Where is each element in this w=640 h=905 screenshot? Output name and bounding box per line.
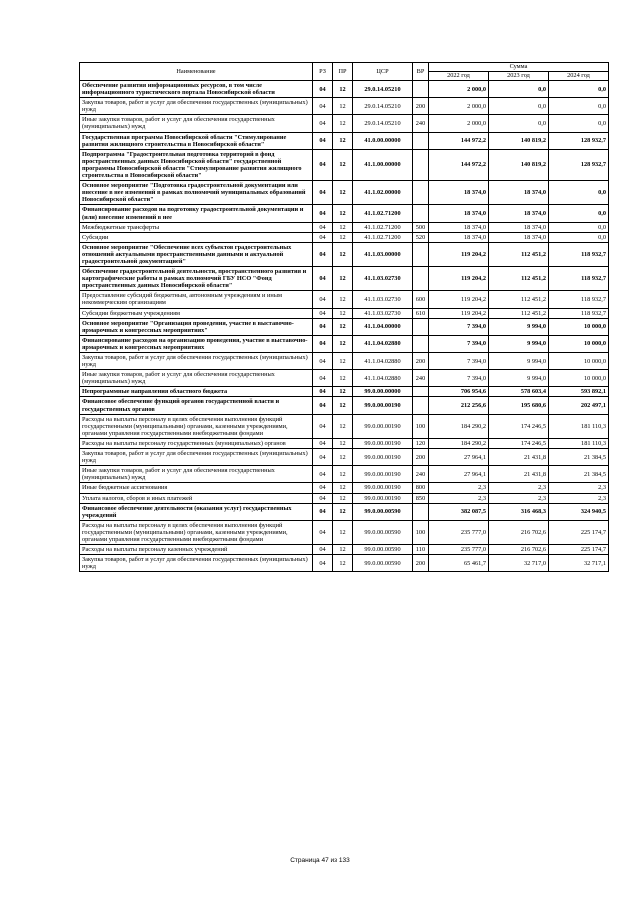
row-rz: 04 xyxy=(313,545,333,555)
row-sum-2023: 18 374,0 xyxy=(489,205,549,222)
row-pr: 12 xyxy=(333,397,353,414)
row-sum-2022: 119 204,2 xyxy=(429,242,489,266)
row-pr: 12 xyxy=(333,81,353,98)
row-pr: 12 xyxy=(333,438,353,448)
row-rz: 04 xyxy=(313,308,333,318)
table-row xyxy=(80,222,609,232)
table-row xyxy=(80,466,609,483)
table-row xyxy=(80,232,609,242)
row-sum-2022: 706 954,6 xyxy=(429,387,489,397)
budget-table-sheet xyxy=(79,62,608,572)
row-sum-2022: 119 204,2 xyxy=(429,291,489,308)
row-name: Расходы на выплаты персоналу государственных (муниципальных) органов xyxy=(80,438,313,448)
row-pr: 12 xyxy=(333,387,353,397)
row-rz: 04 xyxy=(313,181,333,205)
row-pr: 12 xyxy=(333,370,353,387)
row-csr: 99.0.00.00190 xyxy=(353,414,413,438)
header-rz: РЗ xyxy=(313,63,333,81)
row-pr: 12 xyxy=(333,493,353,503)
row-pr: 12 xyxy=(333,414,353,438)
table-row xyxy=(80,149,609,180)
row-csr: 99.0.00.00190 xyxy=(353,397,413,414)
row-sum-2023: 21 431,8 xyxy=(489,466,549,483)
row-pr: 12 xyxy=(333,318,353,335)
row-csr: 41.1.00.00000 xyxy=(353,149,413,180)
row-vr xyxy=(413,242,429,266)
row-sum-2024: 0,0 xyxy=(549,115,609,132)
row-sum-2023: 21 431,8 xyxy=(489,449,549,466)
row-sum-2023: 2,3 xyxy=(489,493,549,503)
row-csr: 41.1.02.00000 xyxy=(353,181,413,205)
row-vr xyxy=(413,318,429,335)
row-rz: 04 xyxy=(313,205,333,222)
row-rz: 04 xyxy=(313,449,333,466)
row-sum-2024: 181 110,3 xyxy=(549,438,609,448)
row-csr: 99.0.00.00590 xyxy=(353,503,413,520)
row-sum-2024: 118 932,7 xyxy=(549,267,609,291)
row-csr: 41.1.03.02730 xyxy=(353,308,413,318)
row-name: Уплата налогов, сборов и иных платежей xyxy=(80,493,313,503)
table-row xyxy=(80,242,609,266)
row-rz: 04 xyxy=(313,370,333,387)
row-name: Закупка товаров, работ и услуг для обеспечения государственных (муниципальных) нужд xyxy=(80,98,313,115)
row-name: Иные закупки товаров, работ и услуг для обеспечения государственных (муниципальных) нужд xyxy=(80,115,313,132)
row-vr: 200 xyxy=(413,98,429,115)
table-row xyxy=(80,493,609,503)
row-sum-2024: 10 000,0 xyxy=(549,335,609,352)
row-sum-2023: 140 819,2 xyxy=(489,149,549,180)
row-rz: 04 xyxy=(313,149,333,180)
row-pr: 12 xyxy=(333,555,353,572)
row-sum-2022: 7 394,0 xyxy=(429,370,489,387)
row-rz: 04 xyxy=(313,267,333,291)
table-row xyxy=(80,81,609,98)
header-sum: Сумма xyxy=(429,63,609,72)
row-sum-2022: 27 964,1 xyxy=(429,449,489,466)
row-sum-2023: 0,0 xyxy=(489,115,549,132)
row-sum-2024: 181 110,3 xyxy=(549,414,609,438)
row-sum-2022: 2,3 xyxy=(429,483,489,493)
row-csr: 99.0.00.00190 xyxy=(353,493,413,503)
row-vr: 610 xyxy=(413,308,429,318)
table-row xyxy=(80,449,609,466)
row-name: Субсидии бюджетным учреждениям xyxy=(80,308,313,318)
table-row xyxy=(80,555,609,572)
row-name: Финансовое обеспечение деятельности (оказания услуг) государственных учреждений xyxy=(80,503,313,520)
row-vr: 120 xyxy=(413,438,429,448)
row-csr: 41.1.02.71200 xyxy=(353,232,413,242)
row-name: Обеспечение градостроительной деятельности, пространственного развития и картографические работы в рамках полномочий ГБУ НСО "Фонд пространственных данных Новосибирской области" xyxy=(80,267,313,291)
row-vr: 520 xyxy=(413,232,429,242)
row-pr: 12 xyxy=(333,115,353,132)
table-row xyxy=(80,115,609,132)
row-sum-2022: 18 374,0 xyxy=(429,181,489,205)
row-csr: 41.1.04.02880 xyxy=(353,370,413,387)
row-sum-2022: 184 290,2 xyxy=(429,438,489,448)
row-sum-2023: 195 680,6 xyxy=(489,397,549,414)
row-vr: 100 xyxy=(413,414,429,438)
row-rz: 04 xyxy=(313,438,333,448)
row-name: Закупка товаров, работ и услуг для обеспечения государственных (муниципальных) нужд xyxy=(80,555,313,572)
row-csr: 41.1.03.02730 xyxy=(353,291,413,308)
row-rz: 04 xyxy=(313,414,333,438)
row-name: Иные бюджетные ассигнования xyxy=(80,483,313,493)
header-pr: ПР xyxy=(333,63,353,81)
row-sum-2022: 2 000,0 xyxy=(429,98,489,115)
row-sum-2023: 578 603,4 xyxy=(489,387,549,397)
row-pr: 12 xyxy=(333,449,353,466)
row-vr xyxy=(413,205,429,222)
row-name: Финансовое обеспечение функций органов государственной власти и государственных органов xyxy=(80,397,313,414)
row-vr: 200 xyxy=(413,555,429,572)
row-sum-2023: 9 994,0 xyxy=(489,370,549,387)
row-csr: 99.0.00.00000 xyxy=(353,387,413,397)
row-sum-2022: 235 777,0 xyxy=(429,545,489,555)
row-vr xyxy=(413,335,429,352)
row-sum-2022: 119 204,2 xyxy=(429,267,489,291)
row-rz: 04 xyxy=(313,503,333,520)
row-sum-2022: 27 964,1 xyxy=(429,466,489,483)
row-csr: 99.0.00.00190 xyxy=(353,449,413,466)
row-sum-2024: 118 932,7 xyxy=(549,291,609,308)
row-vr: 500 xyxy=(413,222,429,232)
row-pr: 12 xyxy=(333,232,353,242)
row-name: Иные закупки товаров, работ и услуг для обеспечения государственных (муниципальных) нужд xyxy=(80,370,313,387)
row-name: Основное мероприятие "Организация проведения, участие в выставочно-ярмарочных и конгрессных мероприятиях" xyxy=(80,318,313,335)
row-sum-2024: 128 932,7 xyxy=(549,132,609,149)
row-vr xyxy=(413,181,429,205)
row-sum-2022: 18 374,0 xyxy=(429,205,489,222)
row-rz: 04 xyxy=(313,353,333,370)
row-rz: 04 xyxy=(313,115,333,132)
row-sum-2022: 2 000,0 xyxy=(429,81,489,98)
row-sum-2022: 7 394,0 xyxy=(429,353,489,370)
header-year-2022: 2022 год xyxy=(429,72,489,81)
row-pr: 12 xyxy=(333,132,353,149)
row-csr: 99.0.00.00190 xyxy=(353,438,413,448)
row-csr: 41.1.03.00000 xyxy=(353,242,413,266)
row-csr: 99.0.00.00590 xyxy=(353,555,413,572)
row-rz: 04 xyxy=(313,387,333,397)
row-sum-2023: 18 374,0 xyxy=(489,181,549,205)
row-sum-2023: 9 994,0 xyxy=(489,318,549,335)
row-sum-2024: 10 000,0 xyxy=(549,370,609,387)
row-rz: 04 xyxy=(313,222,333,232)
row-name: Расходы на выплаты персоналу в целях обеспечения выполнения функций государственными (муниципальными) органами, казенными учреждениями, органами управления государственными внебюджетными фондами xyxy=(80,520,313,544)
row-csr: 41.1.04.02880 xyxy=(353,353,413,370)
row-pr: 12 xyxy=(333,503,353,520)
table-row xyxy=(80,335,609,352)
row-rz: 04 xyxy=(313,132,333,149)
row-name: Расходы на выплаты персоналу в целях обеспечения выполнения функций государственными (муниципальными) органами, казенными учреждениями, органами управления государственными внебюджетными фондами xyxy=(80,414,313,438)
budget-table xyxy=(79,62,609,572)
header-year-2023: 2023 год xyxy=(489,72,549,81)
row-sum-2022: 18 374,0 xyxy=(429,222,489,232)
row-csr: 29.0.14.05210 xyxy=(353,115,413,132)
header-vr: ВР xyxy=(413,63,429,81)
row-sum-2023: 316 468,3 xyxy=(489,503,549,520)
row-sum-2022: 382 087,5 xyxy=(429,503,489,520)
row-sum-2022: 212 256,6 xyxy=(429,397,489,414)
row-sum-2023: 9 994,0 xyxy=(489,335,549,352)
table-row xyxy=(80,132,609,149)
row-name: Непрограммные направления областного бюджета xyxy=(80,387,313,397)
row-sum-2023: 18 374,0 xyxy=(489,232,549,242)
row-name: Основное мероприятие "Подготовка градостроительной документации или внесение в нее изменений в рамках полномочий муниципальных образований Новосибирской области" xyxy=(80,181,313,205)
row-pr: 12 xyxy=(333,181,353,205)
row-name: Предоставление субсидий бюджетным, автономным учреждениям и иным некоммерческим организациям xyxy=(80,291,313,308)
row-sum-2023: 112 451,2 xyxy=(489,267,549,291)
row-sum-2022: 144 972,2 xyxy=(429,132,489,149)
row-sum-2024: 2,3 xyxy=(549,483,609,493)
row-csr: 99.0.00.00190 xyxy=(353,483,413,493)
table-row xyxy=(80,503,609,520)
row-name: Иные закупки товаров, работ и услуг для обеспечения государственных (муниципальных) нужд xyxy=(80,466,313,483)
row-pr: 12 xyxy=(333,353,353,370)
row-sum-2023: 9 994,0 xyxy=(489,353,549,370)
row-sum-2024: 0,0 xyxy=(549,98,609,115)
table-row xyxy=(80,387,609,397)
row-rz: 04 xyxy=(313,397,333,414)
row-sum-2022: 184 290,2 xyxy=(429,414,489,438)
table-row xyxy=(80,267,609,291)
row-pr: 12 xyxy=(333,291,353,308)
table-row xyxy=(80,353,609,370)
row-csr: 41.1.04.02880 xyxy=(353,335,413,352)
table-row xyxy=(80,438,609,448)
row-pr: 12 xyxy=(333,545,353,555)
table-row xyxy=(80,205,609,222)
row-sum-2024: 10 000,0 xyxy=(549,353,609,370)
row-vr xyxy=(413,267,429,291)
row-pr: 12 xyxy=(333,267,353,291)
row-vr: 850 xyxy=(413,493,429,503)
row-sum-2024: 225 174,7 xyxy=(549,545,609,555)
row-sum-2024: 32 717,1 xyxy=(549,555,609,572)
row-name: Закупка товаров, работ и услуг для обеспечения государственных (муниципальных) нужд xyxy=(80,353,313,370)
row-sum-2023: 0,0 xyxy=(489,81,549,98)
row-sum-2023: 216 702,6 xyxy=(489,545,549,555)
table-row xyxy=(80,98,609,115)
row-sum-2024: 0,0 xyxy=(549,205,609,222)
row-name: Финансирование расходов на подготовку градостроительной документации и (или) внесение изменений в нее xyxy=(80,205,313,222)
row-csr: 41.1.04.00000 xyxy=(353,318,413,335)
row-name: Межбюджетные трансферты xyxy=(80,222,313,232)
table-row xyxy=(80,397,609,414)
table-row xyxy=(80,520,609,544)
header-name: Наименование xyxy=(80,63,313,81)
row-csr: 99.0.00.00590 xyxy=(353,520,413,544)
table-row xyxy=(80,414,609,438)
row-sum-2023: 140 819,2 xyxy=(489,132,549,149)
row-name: Закупка товаров, работ и услуг для обеспечения государственных (муниципальных) нужд xyxy=(80,449,313,466)
row-sum-2022: 65 461,7 xyxy=(429,555,489,572)
row-rz: 04 xyxy=(313,242,333,266)
row-vr: 100 xyxy=(413,520,429,544)
row-sum-2024: 2,3 xyxy=(549,493,609,503)
row-pr: 12 xyxy=(333,242,353,266)
row-sum-2023: 32 717,0 xyxy=(489,555,549,572)
table-row xyxy=(80,483,609,493)
row-sum-2024: 0,0 xyxy=(549,222,609,232)
row-sum-2024: 0,0 xyxy=(549,181,609,205)
row-pr: 12 xyxy=(333,466,353,483)
row-rz: 04 xyxy=(313,81,333,98)
row-pr: 12 xyxy=(333,205,353,222)
row-sum-2024: 21 384,5 xyxy=(549,466,609,483)
row-sum-2023: 174 246,5 xyxy=(489,438,549,448)
row-csr: 99.0.00.00190 xyxy=(353,466,413,483)
row-vr: 240 xyxy=(413,370,429,387)
row-sum-2024: 118 932,7 xyxy=(549,308,609,318)
row-vr xyxy=(413,132,429,149)
row-vr xyxy=(413,397,429,414)
row-rz: 04 xyxy=(313,98,333,115)
row-csr: 29.0.14.05210 xyxy=(353,81,413,98)
row-rz: 04 xyxy=(313,318,333,335)
table-row xyxy=(80,545,609,555)
row-rz: 04 xyxy=(313,520,333,544)
row-rz: 04 xyxy=(313,335,333,352)
row-sum-2024: 128 932,7 xyxy=(549,149,609,180)
row-name: Субсидии xyxy=(80,232,313,242)
row-sum-2024: 118 932,7 xyxy=(549,242,609,266)
table-body xyxy=(80,81,609,572)
header-year-2024: 2024 год xyxy=(549,72,609,81)
row-vr xyxy=(413,503,429,520)
table-row xyxy=(80,308,609,318)
row-sum-2023: 216 702,6 xyxy=(489,520,549,544)
row-sum-2022: 2,3 xyxy=(429,493,489,503)
row-sum-2022: 7 394,0 xyxy=(429,318,489,335)
row-sum-2022: 144 972,2 xyxy=(429,149,489,180)
header-csr: ЦСР xyxy=(353,63,413,81)
table-row xyxy=(80,318,609,335)
row-sum-2022: 119 204,2 xyxy=(429,308,489,318)
row-vr: 240 xyxy=(413,115,429,132)
row-sum-2024: 0,0 xyxy=(549,81,609,98)
row-sum-2023: 174 246,5 xyxy=(489,414,549,438)
row-rz: 04 xyxy=(313,555,333,572)
row-sum-2024: 10 000,0 xyxy=(549,318,609,335)
row-csr: 99.0.00.00590 xyxy=(353,545,413,555)
row-sum-2023: 112 451,2 xyxy=(489,242,549,266)
table-row xyxy=(80,291,609,308)
row-sum-2023: 0,0 xyxy=(489,98,549,115)
row-name: Подпрограмма "Градостроительная подготовка территорий в фонд пространственных данных Новосибирской области" государственной программы Новосибирской области "Стимулирование развития жилищного строительства в Новосибирской области" xyxy=(80,149,313,180)
row-sum-2022: 18 374,0 xyxy=(429,232,489,242)
row-csr: 41.1.02.71200 xyxy=(353,222,413,232)
row-vr: 200 xyxy=(413,353,429,370)
row-rz: 04 xyxy=(313,483,333,493)
row-sum-2024: 202 497,1 xyxy=(549,397,609,414)
row-vr: 600 xyxy=(413,291,429,308)
row-vr: 240 xyxy=(413,466,429,483)
row-name: Расходы на выплаты персоналу казенных учреждений xyxy=(80,545,313,555)
row-vr: 800 xyxy=(413,483,429,493)
row-vr: 110 xyxy=(413,545,429,555)
row-name: Финансирование расходов на организацию проведения, участие в выставочно-ярмарочных и конгрессных мероприятиях xyxy=(80,335,313,352)
table-row xyxy=(80,370,609,387)
row-pr: 12 xyxy=(333,98,353,115)
row-rz: 04 xyxy=(313,493,333,503)
row-rz: 04 xyxy=(313,291,333,308)
row-rz: 04 xyxy=(313,466,333,483)
row-sum-2024: 0,0 xyxy=(549,232,609,242)
row-sum-2023: 2,3 xyxy=(489,483,549,493)
row-pr: 12 xyxy=(333,149,353,180)
row-sum-2024: 593 892,1 xyxy=(549,387,609,397)
row-sum-2024: 324 940,5 xyxy=(549,503,609,520)
row-vr: 200 xyxy=(413,449,429,466)
row-name: Обеспечение развития информационных ресурсов, в том числе информационного туристического портала Новосибирской области xyxy=(80,81,313,98)
row-sum-2022: 2 000,0 xyxy=(429,115,489,132)
row-name: Основное мероприятие "Обеспечение всех субъектов градостроительных отношений актуальными пространственными данными и актуальной градостроительной документацией" xyxy=(80,242,313,266)
table-row xyxy=(80,181,609,205)
row-sum-2023: 112 451,2 xyxy=(489,291,549,308)
row-rz: 04 xyxy=(313,232,333,242)
row-csr: 41.0.00.00000 xyxy=(353,132,413,149)
row-csr: 41.1.02.71200 xyxy=(353,205,413,222)
row-pr: 12 xyxy=(333,308,353,318)
row-pr: 12 xyxy=(333,520,353,544)
row-vr xyxy=(413,149,429,180)
row-sum-2024: 225 174,7 xyxy=(549,520,609,544)
row-vr xyxy=(413,387,429,397)
row-name: Государственная программа Новосибирской области "Стимулирование развития жилищного строительства в Новосибирской области" xyxy=(80,132,313,149)
row-csr: 41.1.03.02730 xyxy=(353,267,413,291)
row-vr xyxy=(413,81,429,98)
row-pr: 12 xyxy=(333,483,353,493)
row-sum-2022: 235 777,0 xyxy=(429,520,489,544)
row-csr: 29.0.14.05210 xyxy=(353,98,413,115)
row-sum-2023: 18 374,0 xyxy=(489,222,549,232)
row-sum-2022: 7 394,0 xyxy=(429,335,489,352)
page-footer: Страница 47 из 133 xyxy=(290,857,350,864)
row-sum-2023: 112 451,2 xyxy=(489,308,549,318)
row-pr: 12 xyxy=(333,335,353,352)
row-sum-2024: 21 384,5 xyxy=(549,449,609,466)
row-pr: 12 xyxy=(333,222,353,232)
